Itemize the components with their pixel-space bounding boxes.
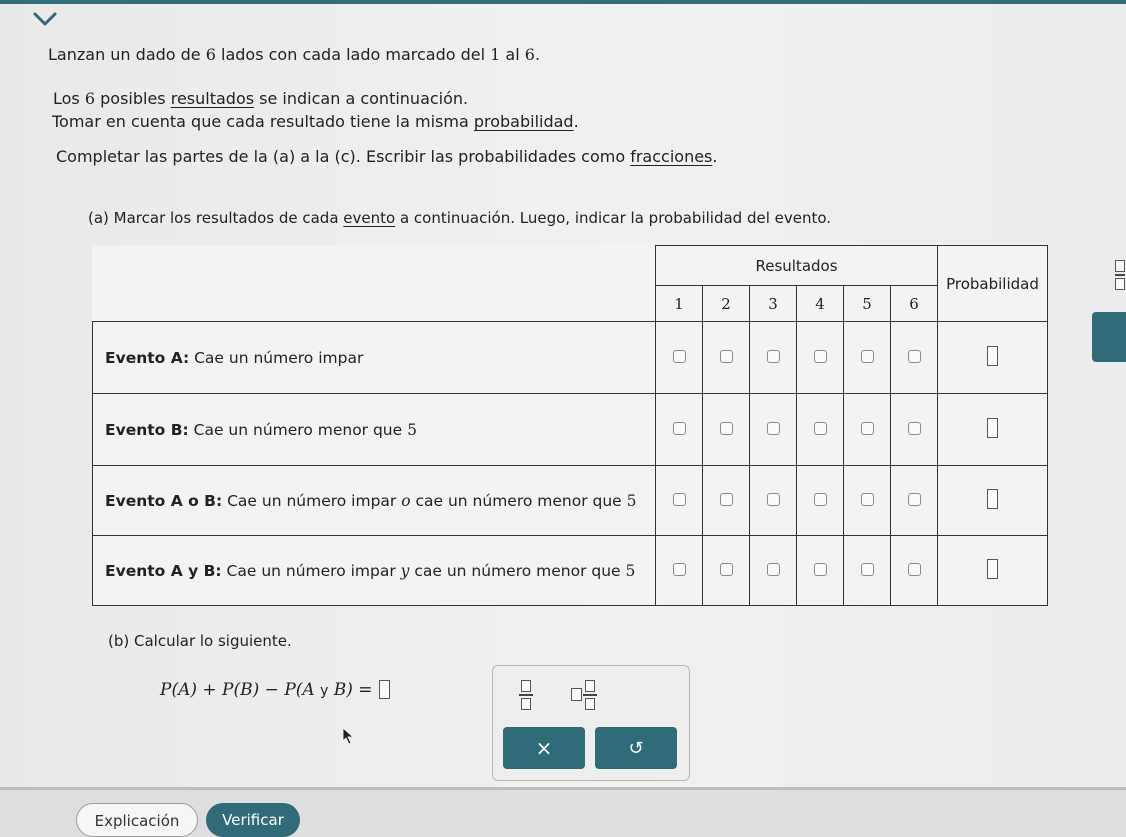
intro-number: 6 (84, 89, 96, 108)
answer-input[interactable] (379, 680, 390, 699)
event-desc: cae un número menor que (410, 491, 627, 510)
fraction-bar-icon (583, 694, 597, 696)
cell-b-5 (844, 394, 891, 466)
event-label: Evento B: (105, 420, 189, 439)
cell-ayb-6 (891, 536, 938, 606)
cell-aob-2 (703, 466, 750, 536)
checkbox-b-5[interactable] (861, 422, 874, 435)
outcome-header: 1 (656, 286, 703, 322)
denominator-box-icon (521, 698, 531, 710)
verificar-button[interactable]: Verificar (206, 803, 300, 837)
cell-aob-1 (656, 466, 703, 536)
intro-line-3 (52, 112, 579, 131)
table-row-event-a-and-b (93, 536, 1048, 606)
event-number: 5 (407, 420, 417, 439)
fraction-button[interactable] (521, 680, 533, 710)
undo-button[interactable] (595, 727, 677, 769)
probability-equation (160, 680, 390, 700)
denominator-box-icon (585, 698, 595, 710)
denominator-box-icon (1115, 278, 1125, 290)
cell-aob-5 (844, 466, 891, 536)
eq-conjunction: y (320, 683, 329, 699)
checkbox-a-1[interactable] (673, 350, 686, 363)
checkbox-ayb-6[interactable] (908, 563, 921, 576)
event-conjunction: o (401, 491, 411, 510)
part-a-instructions (88, 209, 831, 227)
eq-operator: − (259, 680, 285, 700)
intro-text: se indican a continuación. (254, 89, 469, 108)
top-accent-bar (0, 0, 1126, 4)
table-row-event-b (93, 394, 1048, 466)
prob-cell-b (938, 394, 1048, 466)
cell-a-2 (703, 322, 750, 394)
checkbox-ayb-5[interactable] (861, 563, 874, 576)
event-desc: Cae un número impar (222, 491, 402, 510)
intro-text: . (573, 112, 579, 131)
cell-a-5 (844, 322, 891, 394)
part-b-label: (b) Calcular lo siguiente. (108, 632, 292, 650)
eq-operator: = (352, 680, 373, 700)
side-tool-button[interactable] (1092, 312, 1126, 362)
event-a-label (93, 322, 656, 394)
prob-cell-a (938, 322, 1048, 394)
outcome-header: 3 (750, 286, 797, 322)
checkbox-aob-1[interactable] (673, 493, 686, 506)
probabilidad-header: Probabilidad (938, 246, 1048, 322)
cell-b-3 (750, 394, 797, 466)
fraction-icon-right[interactable] (1115, 260, 1125, 290)
cell-ayb-4 (797, 536, 844, 606)
resultados-link[interactable]: resultados (170, 89, 255, 108)
checkbox-b-1[interactable] (673, 422, 686, 435)
cell-ayb-5 (844, 536, 891, 606)
event-label: Evento A: (105, 348, 190, 367)
chevron-down-icon[interactable] (30, 10, 60, 30)
intro-text: al (500, 45, 525, 64)
intro-text: . (712, 147, 718, 166)
eq-operator: + (196, 680, 223, 700)
numerator-box-icon (521, 680, 531, 692)
mixed-fraction-icon (585, 680, 597, 710)
whole-box-icon (571, 688, 582, 701)
probability-input-a-and-b[interactable] (987, 559, 998, 579)
checkbox-a-2[interactable] (720, 350, 733, 363)
mouse-cursor-icon (342, 727, 356, 745)
event-number: 5 (625, 561, 636, 580)
checkbox-ayb-1[interactable] (673, 563, 686, 576)
cell-a-1 (656, 322, 703, 394)
cell-a-4 (797, 322, 844, 394)
fracciones-link[interactable]: fracciones (630, 147, 713, 166)
outcome-header: 2 (703, 286, 750, 322)
cell-ayb-2 (703, 536, 750, 606)
cell-a-6 (891, 322, 938, 394)
fraction-bar-icon (1115, 274, 1125, 276)
event-desc: Cae un número impar (221, 561, 401, 580)
intro-line-4 (56, 147, 717, 166)
checkbox-aob-4[interactable] (814, 493, 827, 506)
cell-aob-3 (750, 466, 797, 536)
fraction-bar-icon (519, 694, 533, 696)
clear-button[interactable] (503, 727, 585, 769)
outcome-header: 5 (844, 286, 891, 322)
checkbox-aob-6[interactable] (908, 493, 921, 506)
probabilidad-link[interactable]: probabilidad (473, 112, 574, 131)
numerator-box-icon (585, 680, 595, 692)
checkbox-ayb-2[interactable] (720, 563, 733, 576)
eq-term: P(A (284, 680, 321, 700)
probability-input-b[interactable] (987, 418, 998, 438)
checkbox-a-3[interactable] (767, 350, 780, 363)
close-icon: × (535, 736, 553, 760)
event-b-label (93, 394, 656, 466)
cell-ayb-3 (750, 536, 797, 606)
intro-text: Los (53, 89, 85, 108)
event-desc: Cae un número impar (189, 348, 364, 367)
intro-text: lados con cada lado marcado del (215, 45, 491, 64)
eq-term: P(B) (222, 680, 260, 700)
cell-b-2 (703, 394, 750, 466)
intro-text: Tomar en cuenta que cada resultado tiene la misma (52, 112, 474, 131)
resultados-header: Resultados (656, 246, 938, 286)
footer-divider (0, 787, 1126, 790)
event-conjunction: y (400, 561, 410, 580)
part-a-text: (a) Marcar los resultados de cada (88, 209, 344, 227)
checkbox-b-3[interactable] (767, 422, 780, 435)
event-a-or-b-label (93, 466, 656, 536)
outcome-header: 6 (891, 286, 938, 322)
outcome-header: 4 (797, 286, 844, 322)
intro-line-2 (53, 89, 468, 108)
intro-text: posibles (95, 89, 171, 108)
eq-term: P(A) (160, 680, 197, 700)
event-number: 5 (626, 491, 637, 510)
table-row-event-a (93, 322, 1048, 394)
prob-cell-ayb (938, 536, 1048, 606)
events-table (92, 245, 1048, 606)
intro-line-1 (48, 45, 540, 64)
event-desc: Cae un número menor que (188, 420, 408, 439)
prob-cell-aob (938, 466, 1048, 536)
intro-text: . (534, 45, 541, 64)
event-label: Evento A y B: (105, 561, 222, 580)
checkbox-a-5[interactable] (861, 350, 874, 363)
cell-b-4 (797, 394, 844, 466)
table-corner-blank (93, 246, 656, 322)
part-a-text: a continuación. Luego, indicar la probabilidad del evento. (395, 209, 832, 227)
cell-b-1 (656, 394, 703, 466)
checkbox-b-6[interactable] (908, 422, 921, 435)
cell-aob-4 (797, 466, 844, 536)
table-row-event-a-or-b (93, 466, 1048, 536)
intro-text: Completar las partes de la (a) a la (c). Escribir las probabilidades como (56, 147, 631, 166)
probability-input-a[interactable] (987, 346, 998, 366)
checkbox-b-2[interactable] (720, 422, 733, 435)
undo-icon: ↺ (628, 737, 644, 759)
cell-aob-6 (891, 466, 938, 536)
checkbox-ayb-3[interactable] (767, 563, 780, 576)
numerator-box-icon (1115, 260, 1125, 272)
event-a-and-b-label (93, 536, 656, 606)
checkbox-aob-3[interactable] (767, 493, 780, 506)
intro-number: 1 (490, 45, 501, 64)
cell-a-3 (750, 322, 797, 394)
event-label: Evento A o B: (105, 491, 223, 510)
cell-b-6 (891, 394, 938, 466)
intro-text: Lanzan un dado de (48, 45, 206, 64)
checkbox-b-4[interactable] (814, 422, 827, 435)
intro-number: 6 (205, 45, 216, 64)
checkbox-aob-5[interactable] (861, 493, 874, 506)
checkbox-a-4[interactable] (814, 350, 827, 363)
evento-link[interactable]: evento (343, 209, 396, 227)
eq-term: B) (328, 680, 353, 700)
checkbox-a-6[interactable] (908, 350, 921, 363)
probability-input-a-or-b[interactable] (987, 489, 998, 509)
mixed-number-button[interactable] (571, 680, 597, 710)
cell-ayb-1 (656, 536, 703, 606)
checkbox-ayb-4[interactable] (814, 563, 827, 576)
intro-number: 6 (524, 45, 535, 64)
checkbox-aob-2[interactable] (720, 493, 733, 506)
event-desc: cae un número menor que (409, 561, 626, 580)
math-keypad (492, 665, 690, 781)
explicacion-button[interactable]: Explicación (76, 803, 198, 837)
